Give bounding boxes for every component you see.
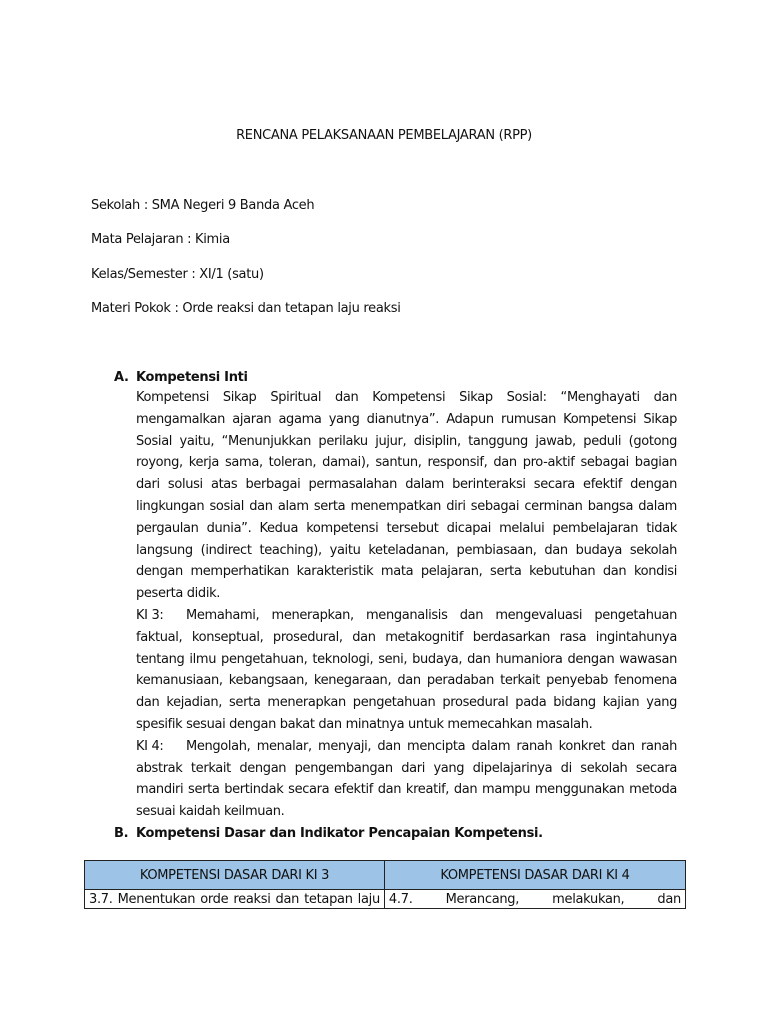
ki4-text: Mengolah, menalar, menyaji, dan mencipta dalam ranah konkret dan ranah abstrak terkait dengan pengembangan dari yang dipelajarinya di sekolah secara mandiri serta bertindak secara efektif dan kreatif, dan mampu menggunakan metoda sesuai kaidah keilmuan.: [136, 738, 677, 820]
document-title: RENCANA PELAKSANAAN PEMBELAJARAN (RPP): [236, 128, 532, 143]
ki3-text: Memahami, menerapkan, menganalisis dan mengevaluasi pengetahuan faktual, konseptual, prosedural, dan metakognitif berdasarkan rasa ingintahunya tentang ilmu pengetahuan, teknologi, seni, budaya, dan humaniora dengan wawasan kemanusiaan, kebangsaan, kenegaraan, dan peradaban terkait penyebab fenomena dan kejadian, serta menerapkan pengetahuan prosedural pada bidang kajian yang spesifik sesuai dengan bakat dan minatnya untuk memecahkan masalah.: [136, 607, 677, 732]
ki3-paragraph: [136, 605, 677, 736]
section-a-marker: A.: [114, 370, 129, 385]
meta-sekolah: Sekolah : SMA Negeri 9 Banda Aceh: [91, 198, 315, 213]
section-b-marker: B.: [114, 826, 129, 841]
meta-mata-pelajaran: Mata Pelajaran : Kimia: [91, 232, 230, 247]
ki4-paragraph: [136, 736, 677, 823]
table-row: [85, 890, 686, 909]
kompetensi-dasar-table: [84, 860, 686, 909]
ki4-label: KI 4:: [136, 738, 164, 754]
table-header-ki3: KOMPETENSI DASAR DARI KI 3: [85, 861, 385, 890]
section-a-body: [136, 387, 677, 823]
meta-kelas-semester: Kelas/Semester : XI/1 (satu): [91, 267, 264, 282]
kompetensi-sikap-paragraph: Kompetensi Sikap Spiritual dan Kompetensi Sikap Sosial: “Menghayati dan mengamalkan ajaran agama yang dianutnya”. Adapun rumusan Kompetensi Sikap Sosial yaitu, “Menunjukkan perilaku jujur, disiplin, tanggung jawab, peduli (gotong royong, kerja sama, toleran, damai), santun, responsif, dan pro-aktif sebagai bagian dari solusi atas berbagai permasalahan dalam berinteraksi secara efektif dengan lingkungan sosial dan alam serta menempatkan diri sebagai cerminan bangsa dalam pergaulan dunia”. Kedua kompetensi tersebut dicapai melalui pembelajaran tidak langsung (indirect teaching), yaitu keteladanan, pembiasaan, dan budaya sekolah dengan memperhatikan karakteristik mata pelajaran, serta kebutuhan dan kondisi peserta didik.: [136, 390, 677, 602]
section-a-heading: [114, 369, 248, 387]
table-header-ki4: KOMPETENSI DASAR DARI KI 4: [384, 861, 685, 890]
table-header-row: [85, 861, 686, 890]
section-a-title: Kompetensi Inti: [136, 370, 248, 385]
table-cell-kd-3-7: 3.7. Menentukan orde reaksi dan tetapan laju: [85, 890, 385, 909]
table-cell-kd-4-7: 4.7. Merancang, melakukan, dan: [384, 890, 685, 909]
ki3-label: KI 3:: [136, 607, 164, 623]
meta-materi-pokok: Materi Pokok : Orde reaksi dan tetapan laju reaksi: [91, 301, 401, 316]
section-b-heading: [114, 825, 543, 843]
section-b-title: Kompetensi Dasar dan Indikator Pencapaian Kompetensi.: [136, 826, 543, 841]
